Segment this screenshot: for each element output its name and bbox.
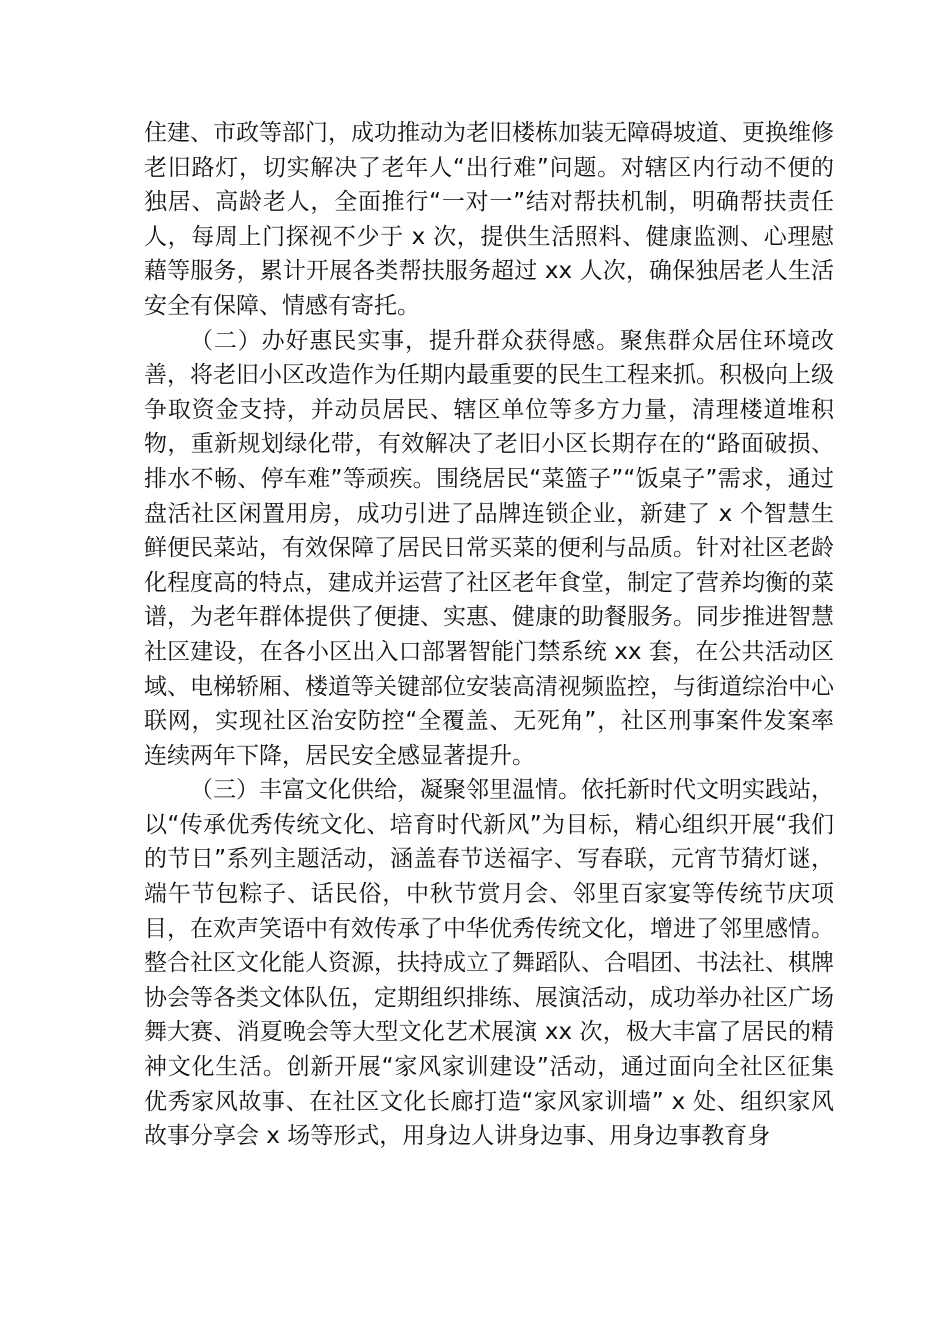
paragraph-section-two: （二）办好惠民实事，提升群众获得感。聚焦群众居住环境改善，将老旧小区改造作为任期内最重要的民生工程来抓。积极向上级争取资金支持，并动员居民、辖区单位等多方力量，清理楼道堆积物，重新规划绿化带，有效解决了老旧小区长期存在的“路面破损、排水不畅、停车难”等顽疾。围绕居民“菜篮子”“饭桌子”需求，通过盘活社区闲置用房，成功引进了品牌连锁企业，新建了 x 个智慧生鲜便民菜站，有效保障了居民日常买菜的便利与品质。针对社区老龄化程度高的特点，建成并运营了社区老年食堂，制定了营养均衡的菜谱，为老年群体提供了便捷、实惠、健康的助餐服务。同步推进智慧社区建设，在各小区出入口部署智能门禁系统 xx 套，在公共活动区域、电梯轿厢、楼道等关键部位安装高清视频监控，与街道综治中心联网，实现社区治安防控“全覆盖、无死角”，社区刑事案件发案率连续两年下降，居民安全感显著提升。	[144, 327, 834, 769]
document-page	[144, 116, 834, 1154]
paragraph-section-three: （三）丰富文化供给，凝聚邻里温情。依托新时代文明实践站，以“传承优秀传统文化、培育时代新风”为目标，精心组织开展“我们的节日”系列主题活动，涵盖春节送福字、写春联，元宵节猜灯谜，端午节包粽子、话民俗，中秋节赏月会、邻里百家宴等传统节庆项目，在欢声笑语中有效传承了中华优秀传统文化，增进了邻里感情。整合社区文化能人资源，扶持成立了舞蹈队、合唱团、书法社、棋牌协会等各类文体队伍，定期组织排练、展演活动，成功举办社区广场舞大赛、消夏晚会等大型文化艺术展演 xx 次，极大丰富了居民的精神文化生活。创新开展“家风家训建设”活动，通过面向全社区征集优秀家风故事、在社区文化长廊打造“家风家训墙” x 处、组织家风故事分享会 x 场等形式，用身边人讲身边事、用身边事教育身	[144, 777, 834, 1150]
paragraph-continuation: 住建、市政等部门，成功推动为老旧楼栋加装无障碍坡道、更换维修老旧路灯，切实解决了老年人“出行难”问题。对辖区内行动不便的独居、高龄老人，全面推行“一对一”结对帮扶机制，明确帮扶责任人，每周上门探视不少于 x 次，提供生活照料、健康监测、心理慰藉等服务，累计开展各类帮扶服务超过 xx 人次，确保独居老人生活安全有保障、情感有寄托。	[144, 120, 834, 319]
